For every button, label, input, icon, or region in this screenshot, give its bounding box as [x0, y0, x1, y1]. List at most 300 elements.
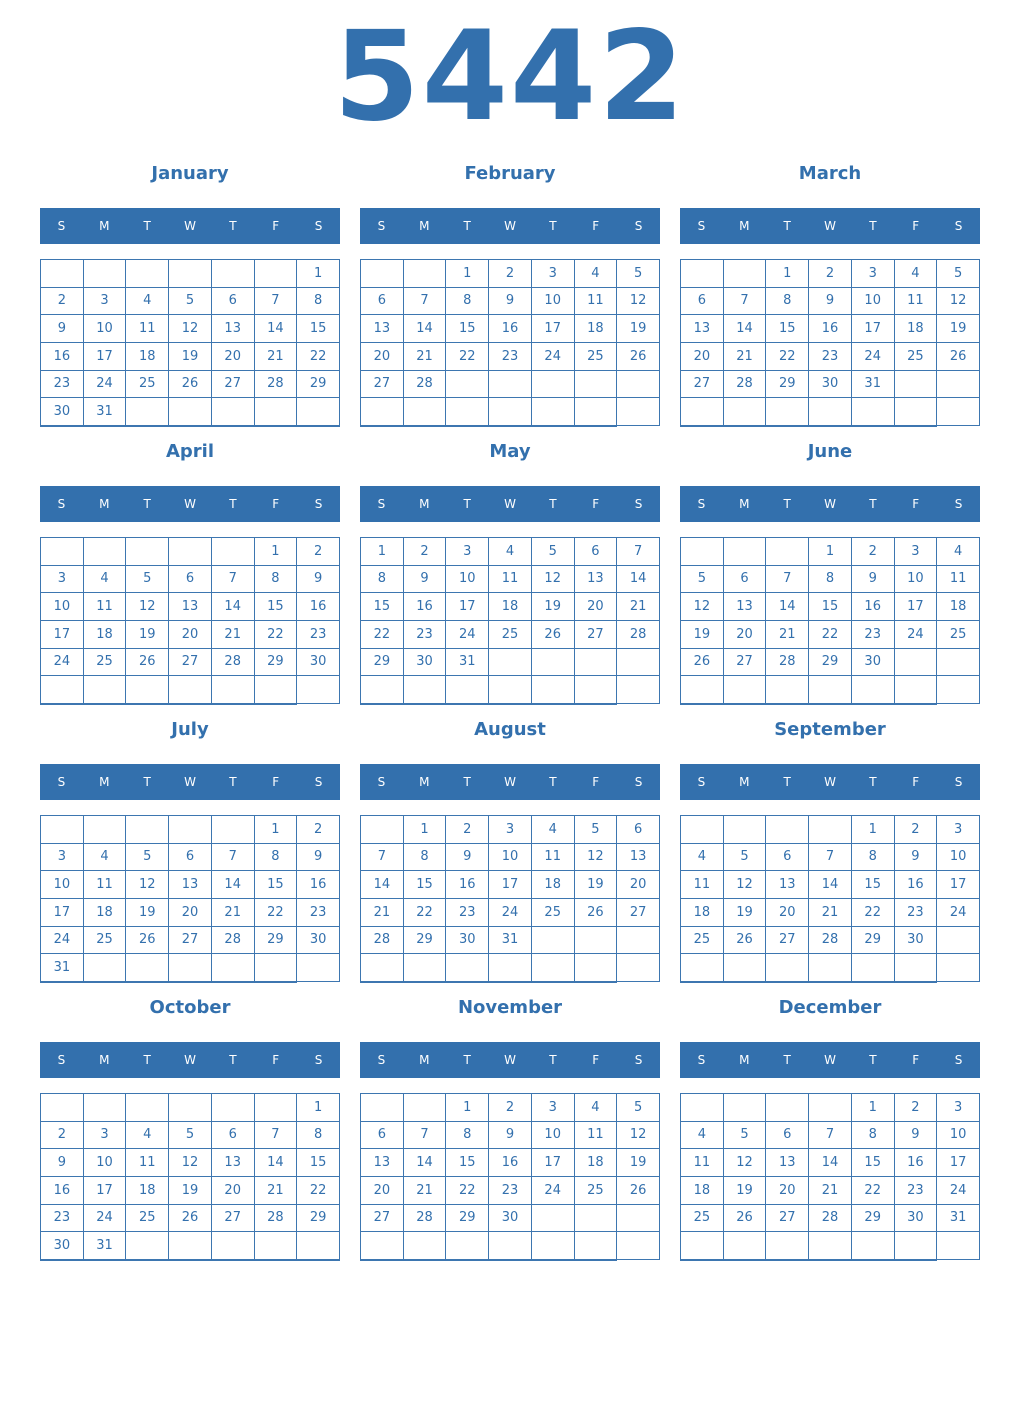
day-cell: 29: [361, 649, 404, 677]
day-cell: 8: [766, 288, 809, 316]
day-cell: 12: [169, 315, 212, 343]
day-cell-empty: [852, 1260, 895, 1261]
day-cell-empty: [766, 1260, 809, 1261]
day-cell: 10: [532, 1122, 575, 1150]
weekday-label: M: [99, 1053, 110, 1067]
day-cell-empty: [212, 260, 255, 288]
day-cell: 20: [361, 1177, 404, 1205]
day-cell: 8: [297, 1122, 340, 1150]
day-cell-empty: [212, 704, 255, 705]
day-cell-empty: [361, 426, 404, 427]
day-cell: 25: [532, 899, 575, 927]
day-cell: 7: [212, 844, 255, 872]
day-cell-empty: [361, 704, 404, 705]
weekday-header: [680, 208, 980, 244]
day-cell: 3: [937, 1094, 980, 1122]
day-cell: 17: [446, 593, 489, 621]
day-cell: 2: [852, 538, 895, 566]
day-cell: 5: [126, 844, 169, 872]
day-cell: 12: [724, 871, 767, 899]
day-cell-empty: [617, 927, 660, 955]
weekday-label: W: [824, 775, 836, 789]
day-cell: 22: [446, 343, 489, 371]
day-cell: 18: [126, 1177, 169, 1205]
weekday-header: [360, 208, 660, 244]
day-cell: 30: [446, 927, 489, 955]
day-cell-empty: [724, 676, 767, 704]
day-cell-empty: [41, 676, 84, 704]
weekday-label: T: [869, 775, 877, 789]
day-cell: 18: [575, 1149, 618, 1177]
day-cell: 8: [404, 844, 447, 872]
day-cell: 13: [361, 315, 404, 343]
day-cell-empty: [255, 1094, 298, 1122]
day-cell: 19: [724, 899, 767, 927]
day-cell: 5: [617, 260, 660, 288]
day-cell-empty: [169, 1094, 212, 1122]
day-cell-empty: [446, 676, 489, 704]
weekday-label: M: [739, 1053, 750, 1067]
weekday-label: T: [869, 1053, 877, 1067]
day-cell: 31: [852, 371, 895, 399]
day-cell: 21: [404, 1177, 447, 1205]
day-cell: 24: [41, 649, 84, 677]
day-cell: 19: [126, 899, 169, 927]
day-cell: 8: [446, 288, 489, 316]
weekday-label: S: [697, 219, 706, 233]
day-cell: 26: [532, 621, 575, 649]
day-cell: 4: [575, 260, 618, 288]
weekday-label: S: [954, 1053, 963, 1067]
day-cell: 13: [575, 566, 618, 594]
day-cell: 29: [297, 1205, 340, 1233]
day-cell: 15: [766, 315, 809, 343]
day-cell-empty: [724, 982, 767, 983]
day-cell-empty: [681, 538, 724, 566]
day-cell: 27: [681, 371, 724, 399]
day-cell: 30: [297, 649, 340, 677]
day-cell: 16: [809, 315, 852, 343]
day-cell: 6: [169, 844, 212, 872]
day-cell: 22: [446, 1177, 489, 1205]
day-cell: 16: [895, 1149, 938, 1177]
day-cell: 3: [489, 816, 532, 844]
day-cell: 12: [617, 288, 660, 316]
day-cell-empty: [895, 676, 938, 704]
day-cell: 7: [255, 1122, 298, 1150]
day-cell: 2: [297, 816, 340, 844]
day-grid: [40, 259, 340, 427]
day-cell: 1: [852, 1094, 895, 1122]
day-cell: 11: [84, 871, 127, 899]
weekday-label: S: [954, 775, 963, 789]
weekday-label: M: [419, 775, 430, 789]
day-cell: 5: [617, 1094, 660, 1122]
day-cell: 6: [169, 566, 212, 594]
day-cell: 6: [212, 288, 255, 316]
day-grid: [360, 537, 660, 705]
weekday-label: M: [99, 775, 110, 789]
month-title: February: [464, 163, 556, 184]
day-cell-empty: [446, 982, 489, 983]
day-cell-empty: [212, 816, 255, 844]
day-cell: 16: [489, 1149, 532, 1177]
weekday-label: S: [697, 1053, 706, 1067]
day-cell-empty: [895, 954, 938, 982]
weekday-label: T: [463, 1053, 471, 1067]
day-cell-empty: [532, 398, 575, 426]
day-cell: 25: [84, 649, 127, 677]
day-cell-empty: [404, 704, 447, 705]
day-cell: 13: [724, 593, 767, 621]
day-cell: 8: [852, 1122, 895, 1150]
weekday-label: T: [463, 497, 471, 511]
day-cell: 17: [532, 315, 575, 343]
day-cell-empty: [575, 704, 618, 705]
day-cell: 14: [404, 1149, 447, 1177]
day-cell: 11: [84, 593, 127, 621]
weekday-label: T: [869, 219, 877, 233]
day-cell-empty: [84, 704, 127, 705]
day-cell-empty: [212, 538, 255, 566]
day-cell-empty: [617, 1205, 660, 1233]
day-cell: 14: [361, 871, 404, 899]
day-cell-empty: [766, 982, 809, 983]
day-cell-empty: [532, 676, 575, 704]
day-grid: [40, 815, 340, 983]
day-cell: 19: [617, 315, 660, 343]
day-cell: 27: [169, 649, 212, 677]
day-cell: 20: [361, 343, 404, 371]
day-cell: 21: [212, 621, 255, 649]
day-cell: 29: [852, 927, 895, 955]
weekday-label: W: [184, 775, 196, 789]
day-cell: 1: [255, 816, 298, 844]
day-cell-empty: [852, 704, 895, 705]
day-cell: 28: [809, 927, 852, 955]
day-cell-empty: [724, 704, 767, 705]
day-cell: 26: [937, 343, 980, 371]
day-cell: 22: [361, 621, 404, 649]
day-cell-empty: [255, 704, 298, 705]
day-cell-empty: [126, 426, 169, 427]
day-grid: [680, 1093, 980, 1261]
day-cell: 7: [212, 566, 255, 594]
weekday-label: W: [824, 1053, 836, 1067]
day-cell: 11: [489, 566, 532, 594]
day-cell-empty: [255, 1260, 298, 1261]
day-cell: 21: [404, 343, 447, 371]
day-cell: 21: [255, 1177, 298, 1205]
day-cell: 15: [361, 593, 404, 621]
day-cell-empty: [766, 954, 809, 982]
day-cell: 25: [681, 927, 724, 955]
day-cell: 12: [617, 1122, 660, 1150]
month-title: January: [151, 163, 229, 184]
day-cell: 9: [41, 1149, 84, 1177]
weekday-label: T: [549, 219, 557, 233]
day-cell: 10: [895, 566, 938, 594]
day-cell-empty: [84, 954, 127, 982]
day-cell-empty: [212, 1260, 255, 1261]
day-cell: 4: [489, 538, 532, 566]
day-cell: 9: [404, 566, 447, 594]
day-cell-empty: [532, 954, 575, 982]
weekday-label: F: [912, 219, 920, 233]
weekday-label: F: [592, 497, 600, 511]
day-cell: 21: [255, 343, 298, 371]
day-cell: 29: [255, 649, 298, 677]
day-cell-empty: [404, 982, 447, 983]
weekday-label: T: [783, 497, 791, 511]
day-cell: 29: [404, 927, 447, 955]
day-cell-empty: [489, 704, 532, 705]
day-cell-empty: [297, 398, 340, 426]
day-cell-empty: [766, 1094, 809, 1122]
day-cell: 1: [446, 1094, 489, 1122]
day-cell-empty: [681, 426, 724, 427]
weekday-label: S: [314, 775, 323, 789]
day-cell-empty: [489, 649, 532, 677]
weekday-label: S: [57, 219, 66, 233]
day-cell: 14: [212, 593, 255, 621]
day-cell: 4: [126, 288, 169, 316]
weekday-label: S: [634, 497, 643, 511]
day-cell-empty: [489, 426, 532, 427]
day-cell: 28: [255, 371, 298, 399]
day-cell: 7: [809, 844, 852, 872]
month-title: August: [474, 719, 546, 740]
day-cell: 21: [809, 899, 852, 927]
day-cell: 24: [84, 1205, 127, 1233]
weekday-label: M: [739, 775, 750, 789]
day-cell: 8: [852, 844, 895, 872]
day-cell-empty: [84, 426, 127, 427]
day-cell: 16: [41, 343, 84, 371]
day-cell-empty: [809, 1260, 852, 1261]
day-cell-empty: [361, 816, 404, 844]
weekday-label: S: [954, 497, 963, 511]
day-cell-empty: [255, 1232, 298, 1260]
day-cell-empty: [895, 982, 938, 983]
day-cell: 19: [126, 621, 169, 649]
day-cell: 2: [446, 816, 489, 844]
day-cell-empty: [446, 1260, 489, 1261]
day-cell: 2: [895, 816, 938, 844]
day-cell-empty: [617, 676, 660, 704]
weekday-label: F: [272, 219, 280, 233]
day-cell: 12: [532, 566, 575, 594]
day-cell: 9: [489, 288, 532, 316]
day-cell: 27: [766, 927, 809, 955]
day-cell-empty: [126, 260, 169, 288]
day-cell: 16: [297, 593, 340, 621]
day-cell: 5: [681, 566, 724, 594]
day-grid: [680, 537, 980, 705]
day-cell: 22: [255, 899, 298, 927]
day-cell: 7: [404, 1122, 447, 1150]
day-cell: 19: [681, 621, 724, 649]
day-cell: 21: [809, 1177, 852, 1205]
day-cell: 22: [852, 1177, 895, 1205]
day-cell: 9: [852, 566, 895, 594]
day-cell-empty: [404, 398, 447, 426]
day-cell-empty: [617, 398, 660, 426]
day-cell: 7: [255, 288, 298, 316]
day-cell: 20: [766, 899, 809, 927]
day-cell-empty: [84, 538, 127, 566]
day-cell-empty: [446, 954, 489, 982]
weekday-label: F: [592, 1053, 600, 1067]
weekday-header: [680, 486, 980, 522]
day-cell-empty: [532, 927, 575, 955]
day-cell-empty: [41, 704, 84, 705]
day-cell: 17: [41, 621, 84, 649]
day-cell: 13: [212, 315, 255, 343]
day-cell: 16: [895, 871, 938, 899]
day-cell: 29: [852, 1205, 895, 1233]
day-cell: 5: [937, 260, 980, 288]
day-cell-empty: [681, 676, 724, 704]
day-cell: 26: [617, 1177, 660, 1205]
day-cell: 13: [169, 593, 212, 621]
day-cell-empty: [852, 982, 895, 983]
day-cell: 17: [852, 315, 895, 343]
day-cell-empty: [724, 1232, 767, 1260]
weekday-label: T: [229, 1053, 237, 1067]
day-cell: 15: [446, 315, 489, 343]
day-cell-empty: [212, 398, 255, 426]
day-cell-empty: [169, 538, 212, 566]
day-cell: 5: [724, 1122, 767, 1150]
day-cell-empty: [852, 676, 895, 704]
day-cell: 7: [361, 844, 404, 872]
day-cell: 23: [809, 343, 852, 371]
day-cell: 9: [41, 315, 84, 343]
day-cell: 15: [255, 871, 298, 899]
weekday-label: M: [739, 497, 750, 511]
day-cell: 6: [617, 816, 660, 844]
day-cell: 1: [766, 260, 809, 288]
day-cell-empty: [895, 398, 938, 426]
weekday-label: F: [912, 497, 920, 511]
day-cell-empty: [489, 982, 532, 983]
day-cell: 11: [937, 566, 980, 594]
day-cell: 26: [126, 649, 169, 677]
day-cell: 24: [532, 1177, 575, 1205]
day-cell: 10: [532, 288, 575, 316]
day-cell: 28: [617, 621, 660, 649]
day-cell: 18: [532, 871, 575, 899]
year-title: 5442: [333, 5, 687, 149]
weekday-label: T: [143, 1053, 151, 1067]
day-cell-empty: [681, 704, 724, 705]
weekday-label: T: [143, 219, 151, 233]
day-cell-empty: [532, 704, 575, 705]
day-cell-empty: [937, 371, 980, 399]
day-cell: 17: [532, 1149, 575, 1177]
day-cell-empty: [489, 398, 532, 426]
month-title: October: [149, 997, 231, 1018]
day-cell: 28: [255, 1205, 298, 1233]
day-cell: 3: [532, 1094, 575, 1122]
day-cell: 18: [937, 593, 980, 621]
day-cell-empty: [766, 538, 809, 566]
day-cell: 22: [404, 899, 447, 927]
day-cell: 31: [84, 398, 127, 426]
day-cell: 17: [937, 1149, 980, 1177]
weekday-label: S: [697, 497, 706, 511]
day-cell: 20: [681, 343, 724, 371]
day-cell: 24: [937, 899, 980, 927]
weekday-label: T: [869, 497, 877, 511]
day-cell: 23: [297, 621, 340, 649]
month-title: November: [457, 997, 563, 1018]
weekday-label: T: [549, 1053, 557, 1067]
day-cell-empty: [937, 927, 980, 955]
day-cell: 23: [895, 899, 938, 927]
day-cell: 4: [84, 566, 127, 594]
weekday-label: F: [912, 1053, 920, 1067]
day-cell: 30: [489, 1205, 532, 1233]
day-cell: 15: [852, 1149, 895, 1177]
day-cell: 12: [126, 871, 169, 899]
day-cell: 14: [724, 315, 767, 343]
day-cell: 28: [724, 371, 767, 399]
day-cell-empty: [126, 538, 169, 566]
weekday-label: M: [419, 1053, 430, 1067]
day-cell: 30: [41, 398, 84, 426]
day-cell-empty: [895, 426, 938, 427]
day-cell: 23: [895, 1177, 938, 1205]
day-cell: 7: [724, 288, 767, 316]
day-cell-empty: [169, 398, 212, 426]
day-cell: 15: [404, 871, 447, 899]
day-cell-empty: [681, 1260, 724, 1261]
day-cell-empty: [212, 954, 255, 982]
day-cell: 29: [766, 371, 809, 399]
day-cell: 10: [937, 844, 980, 872]
day-cell-empty: [809, 676, 852, 704]
day-cell: 8: [255, 844, 298, 872]
day-cell: 26: [681, 649, 724, 677]
day-cell: 28: [809, 1205, 852, 1233]
day-cell: 23: [41, 371, 84, 399]
day-cell: 11: [681, 871, 724, 899]
day-cell: 5: [169, 288, 212, 316]
day-cell-empty: [809, 816, 852, 844]
day-cell-empty: [681, 982, 724, 983]
day-cell: 16: [446, 871, 489, 899]
day-cell: 6: [724, 566, 767, 594]
day-cell: 16: [852, 593, 895, 621]
day-cell: 25: [126, 371, 169, 399]
weekday-header: [360, 486, 660, 522]
day-cell-empty: [84, 816, 127, 844]
day-cell: 3: [84, 288, 127, 316]
day-cell-empty: [255, 954, 298, 982]
weekday-label: S: [954, 219, 963, 233]
day-cell: 27: [169, 927, 212, 955]
day-cell: 12: [575, 844, 618, 872]
day-cell: 1: [297, 260, 340, 288]
day-cell-empty: [84, 676, 127, 704]
day-cell: 23: [489, 343, 532, 371]
day-cell-empty: [361, 1232, 404, 1260]
weekday-label: T: [549, 497, 557, 511]
weekday-label: T: [783, 775, 791, 789]
day-cell: 2: [41, 288, 84, 316]
